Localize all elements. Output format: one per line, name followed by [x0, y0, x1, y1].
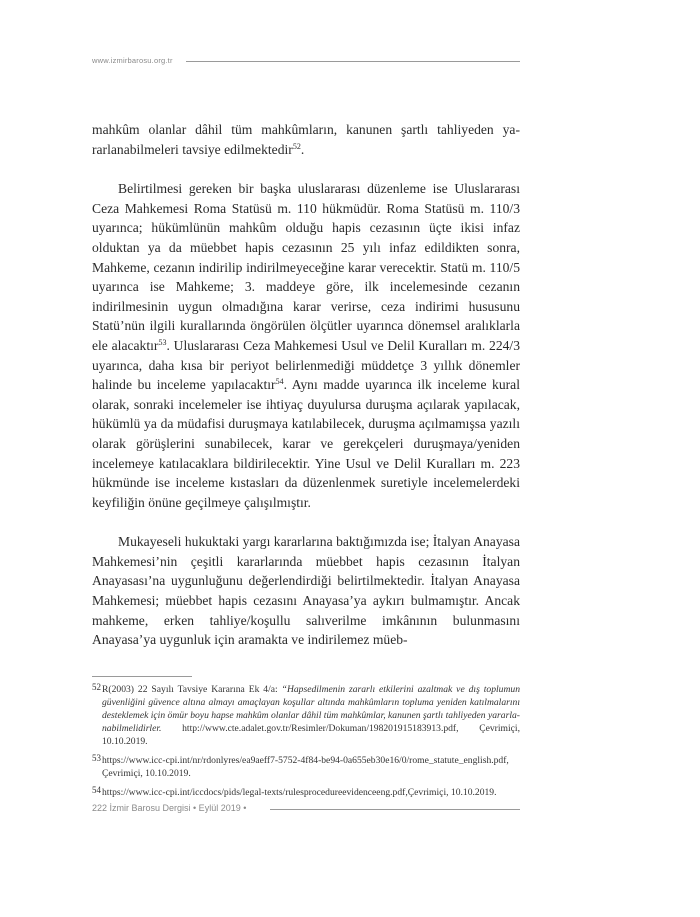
footnote-number: 54 [92, 785, 101, 795]
paragraph-3-text: Mukayeseli hukuktaki yargı kararlarına baktığımızda ise; İtalyan Anayasa Mahkemesi’nin çeşitli kararlarında müebbet hapis cezasının İtalyan Anayasası’na uygunluğunu değerlendirdiği belirtilmektedir. İtalyan Anayasa Mahkemesi; müebbet hapis cezasını Anayasa’ya aykırı bulmamıştır. Ancak mahkeme, erken tahliye/koşullu salıverilme imkânının bulunmasını Anayasa’ya uygunluk için aramakta ve indirilemez müeb- [92, 534, 520, 648]
footnote-link[interactable]: https://www.icc-cpi.int/nr/rdonlyres/ea9aeff7-5752-4f84-be94-0a655eb30e16/0/rome_statute_english.pdf, Çevrimiçi, 10.10.2019. [102, 755, 509, 779]
footnotes [92, 683, 520, 805]
footer-rule [270, 809, 520, 810]
running-footer [92, 803, 520, 817]
paragraph-1 [92, 120, 520, 159]
paragraph-2-part-c: . Aynı madde uyarınca ilk inceleme kural olarak, sonraki incelemeler ise ihtiyaç duyulursa duruşma açılarak yapılacak, hükümlü ya da müdafisi duruşmaya katılabilecek, duruşma açılmamışsa yazılı olarak görüşlerini sunabilecek, karar ve gerekçeleri duruşmaya/yeniden incelemeye katılacaklara bildirilecektir. Yine Usul ve Delil Kuralları m. 223 hükmünde ise inceleme kıstasları da düzenlenmek suretiyle incelemelerdeki keyfiliğin önüne geçilmeye çalışılmıştır. [92, 377, 520, 510]
paragraph-1-end: . [300, 141, 305, 157]
footer-text: 222 İzmir Barosu Dergisi • Eylül 2019 • [92, 803, 247, 813]
footnote-number: 52 [92, 682, 101, 692]
footnote-53 [92, 754, 520, 780]
footnote-link[interactable]: https://www.icc-cpi.int/iccdocs/pids/legal-texts/rulesprocedureevidenceeng.pdf,Çevrimiçi, 10.10.2019. [102, 787, 497, 798]
paragraph-3 [92, 532, 520, 650]
footnote-52 [92, 683, 520, 748]
paragraph-1-text: mahkûm olanlar dâhil tüm mahkûmların, kanunen şartlı tahliyeden yararlanabilmeleri tavsiye edilmektedir [92, 122, 520, 157]
footnote-link[interactable]: http://www.cte.adalet.gov.tr/Resimler/Dokuman/198201915183913.pdf, Çevrimiçi, 10.10.2019. [102, 723, 520, 747]
footnote-text: R(2003) 22 Sayılı Tavsiye Kararına Ek 4/a: [102, 684, 282, 695]
paragraph-2-part-b: . Uluslararası Ceza Mahkemesi Usul ve Delil Kuralları m. 224/3 uyarınca, daha kısa bir periyot belirlenmediği müddetçe 3 yıllık dönemler halinde bu inceleme yapılacaktır [92, 337, 520, 393]
footnote-ref-53: 53 [158, 337, 167, 347]
header-rule [186, 61, 520, 62]
footnote-number: 53 [92, 753, 101, 763]
paragraph-2-part-a: Belirtilmesi gereken bir başka uluslararası düzenleme ise Uluslararası Ceza Mahkemesi Roma Statüsü m. 110 hükmüdür. Roma Statüsü m. 110/3 uyarınca; hükümlünün mahkûm olduğu hapis cezasının üçte ikisi infaz olduktan ya da müebbet hapis cezasının 25 yılı infaz edildikten sonra, Mahkeme, cezanın indirilip indirilmeyeceğine karar verecektir. Statü m. 110/5 uyarınca ise Mahkeme; 3. maddeye göre, ilk incelemesinde cezanın indirilmesinin uygun olmadığına karar verirse, ceza indirimi hususunu Statü’nün ilgili kurallarında öngörülen ölçütler uyarınca dönemsel aralıklarla ele alacaktır [92, 181, 520, 353]
paragraph-2 [92, 179, 520, 512]
running-header [92, 56, 520, 68]
header-url: www.izmirbarosu.org.tr [92, 56, 173, 65]
footnote-54 [92, 786, 520, 799]
footnote-ref-52: 52 [292, 141, 301, 151]
footnote-quote: “Hapsedilmenin zararlı etkilerini azaltmak ve dış toplumun güvenliğini güvence altına almayı amaçlayan koşullar altında mahkûmların topluma yeniden katılmalarını desteklemek için ömür boyu hapse mahkûm olanlar dâhil tüm mahkûmlar, kanunen şartlı tahliyeden yararlanabilmelidirler. [102, 684, 521, 734]
footnote-separator [92, 676, 192, 677]
footnote-ref-54: 54 [275, 377, 284, 387]
main-text [92, 120, 520, 670]
